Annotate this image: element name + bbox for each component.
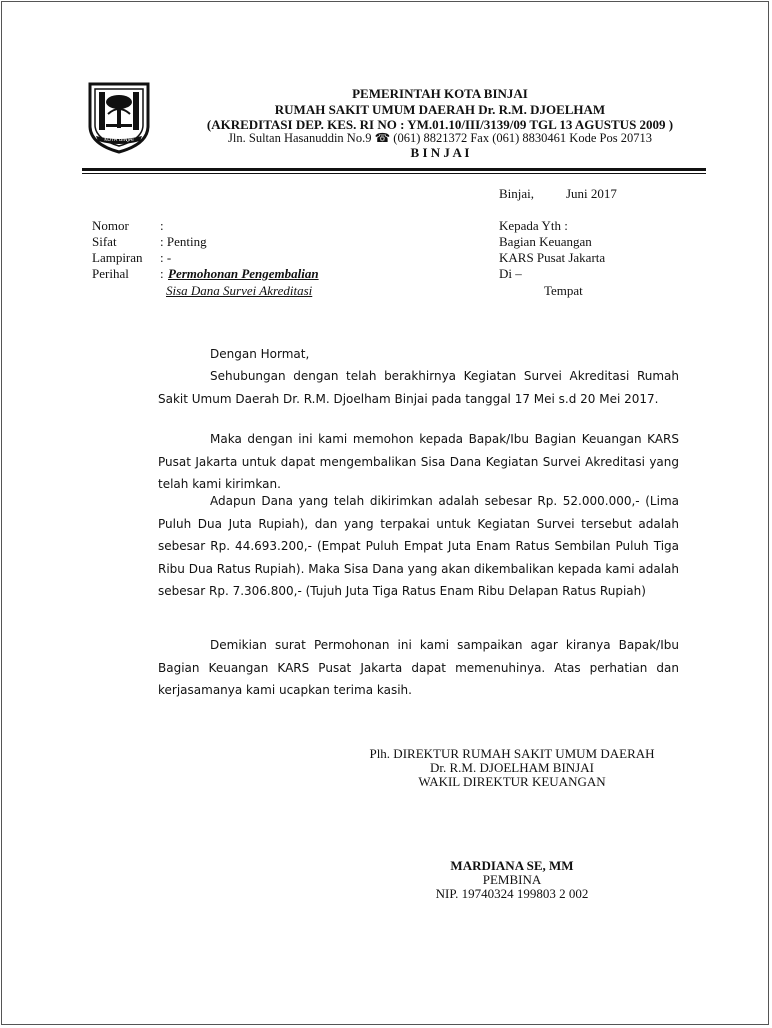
paragraph-1: Sehubungan dengan telah berakhirnya Kegiatan Survei Akreditasi Rumah Sakit Umum Daerah Dr. R.M. Djoelham Binjai pada tanggal 17 Mei s.d 20 Mei 2017. <box>158 369 679 406</box>
lampiran-value: : - <box>160 250 172 265</box>
perihal-label: Perihal <box>92 266 129 281</box>
perihal-line1: Permohonan Pengembalian <box>168 266 319 281</box>
perihal-line2: Sisa Dana Survei Akreditasi <box>166 283 313 298</box>
recipient-line1: Kepada Yth : <box>499 218 568 233</box>
phone-icon: ☎ <box>374 131 391 145</box>
letterhead-hospital: RUMAH SAKIT UMUM DAERAH Dr. R.M. DJOELHAM <box>274 102 606 117</box>
recipient-line5: Tempat <box>544 283 583 298</box>
logo-text: KOTA BINJAI <box>104 137 134 143</box>
lampiran-label: Lampiran <box>92 250 143 265</box>
paragraph-3: Adapun Dana yang telah dikirimkan adalah sebesar Rp. 52.000.000,- (Lima Puluh Dua Juta Rupiah), dan yang terpakai untuk Kegiatan Survei tersebut adalah sebesar Rp. 44.693.200,- (Empat Puluh Empat Juta Enam Ratus Sembilan Puluh Tiga Ribu Dua Ratus Rupiah). Maka Sisa Dana yang akan dikembalikan kepada kami adalah sebesar Rp. 7.306.800,- (Tujuh Juta Tiga Ratus Enam Ribu Delapan Ratus Rupiah) <box>158 494 679 599</box>
recipient-line4: Di – <box>499 266 522 281</box>
signatory-rank: PEMBINA <box>482 872 542 887</box>
address-contact: (061) 8821372 Fax (061) 8830461 Kode Pos 20713 <box>393 131 652 145</box>
letterhead-accreditation: (AKREDITASI DEP. KES. RI NO : YM.01.10/III/3139/09 TGL 13 AGUSTUS 2009 ) <box>206 117 674 132</box>
date-month-year: Juni 2017 <box>566 186 617 201</box>
date-place: Binjai, <box>499 186 535 201</box>
signature-title-2: Dr. R.M. DJOELHAM BINJAI <box>430 760 594 775</box>
address-street: Jln. Sultan Hasanuddin No.9 <box>228 131 372 145</box>
paragraph-2: Maka dengan ini kami memohon kepada Bapak/Ibu Bagian Keuangan KARS Pusat Jakarta untuk dapat mengembalikan Sisa Dana Kegiatan Survei Akreditasi yang telah kami kirimkan. <box>158 432 679 492</box>
recipient-line2: Bagian Keuangan <box>499 234 592 249</box>
nomor-label: Nomor <box>92 218 129 233</box>
signatory-name: MARDIANA SE, MM <box>450 858 574 873</box>
signature-title-3: WAKIL DIREKTUR KEUANGAN <box>418 774 606 789</box>
perihal-colon: : <box>160 266 164 281</box>
kota-binjai-logo <box>82 80 156 154</box>
signature-title-1: Plh. DIREKTUR RUMAH SAKIT UMUM DAERAH <box>369 746 655 761</box>
recipient-line3: KARS Pusat Jakarta <box>499 250 606 265</box>
letterhead-address <box>160 130 720 146</box>
header-rule-thin <box>82 173 706 174</box>
nomor-value: : <box>160 218 164 233</box>
sifat-label: Sifat <box>92 234 117 249</box>
letterhead-city: B I N J A I <box>410 145 470 160</box>
greeting: Dengan Hormat, <box>210 347 310 361</box>
letterhead-government: PEMERINTAH KOTA BINJAI <box>352 86 528 101</box>
paragraph-4: Demikian surat Permohonan ini kami sampaikan agar kiranya Bapak/Ibu Bagian Keuangan KARS Pusat Jakarta dapat memenuhinya. Atas perhatian dan kerjasamanya kami ucapkan terima kasih. <box>158 638 679 698</box>
header-rule-thick <box>82 168 706 171</box>
sifat-value: : Penting <box>160 234 207 249</box>
signatory-nip: NIP. 19740324 199803 2 002 <box>435 886 589 901</box>
